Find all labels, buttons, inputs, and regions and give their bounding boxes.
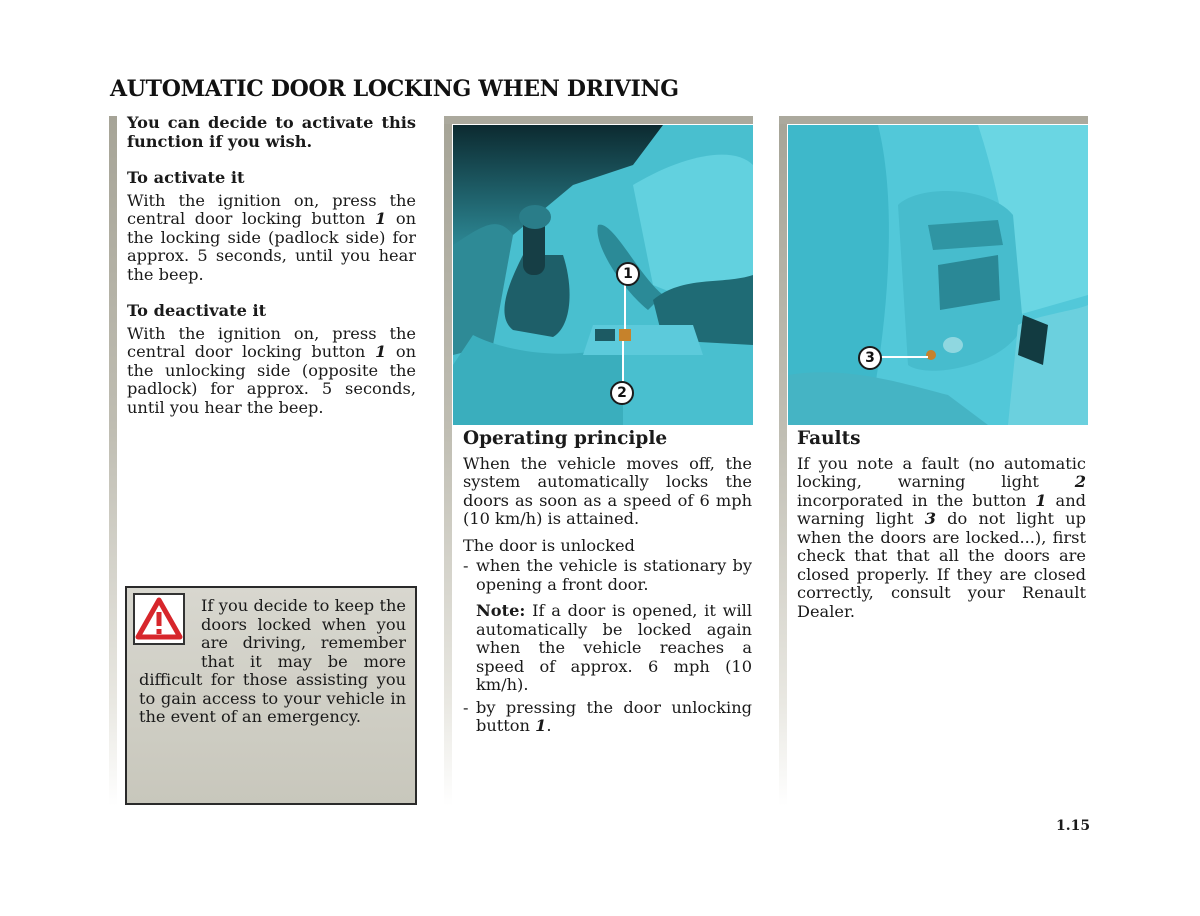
callout-1: 1 [616, 262, 640, 286]
operating-para-1: When the vehicle moves off, the system automatically locks the doors as soon as a speed of 6 mph (10 km/h) is attained. [463, 453, 752, 528]
activate-text-a: With the ignition on, press the central door locking button [127, 190, 416, 228]
activate-text [127, 192, 416, 285]
deactivate-heading: To deactivate it [127, 301, 267, 320]
left-column-rule [109, 116, 117, 806]
bullet-2-text: by pressing the door unlocking button [476, 697, 752, 735]
faults-text-a: If you note a fault (no automatic locking, warning light [797, 453, 1086, 491]
middle-photo-top-bar [444, 116, 753, 124]
callout-2: 2 [610, 381, 634, 405]
bullet-2-end: . [546, 716, 552, 735]
note-text [476, 602, 752, 695]
deactivate-ref: 1 [374, 342, 387, 361]
right-column-rule [779, 116, 787, 806]
middle-column-rule [444, 116, 452, 806]
page-title: AUTOMATIC DOOR LOCKING WHEN DRIVING [110, 76, 679, 102]
bullet-1-text: when the vehicle is stationary by opening a front door. [476, 556, 752, 594]
activate-ref: 1 [374, 209, 387, 228]
gear-console-photo [453, 125, 753, 425]
bullet-2-ref: 1 [535, 716, 547, 735]
bullet-1: - when the vehicle is stationary by opening a front door. [463, 556, 752, 594]
middle-column [463, 430, 752, 736]
operating-principle-heading: Operating principle [463, 428, 668, 449]
deactivate-text-a: With the ignition on, press the central door locking button [127, 323, 416, 361]
deactivate-text [127, 325, 416, 418]
faults-heading: Faults [797, 428, 861, 449]
warning-text-block [139, 597, 406, 727]
faults-text-d: do not light up when the doors are locked...), first check that that all the doors are closed properly. If they are closed correctly, consult your Renault Dealer. [797, 509, 1086, 621]
faults-text-b: incorporated in the button [797, 490, 1036, 510]
center-console-photo [788, 125, 1088, 425]
faults-ref-2: 2 [1074, 472, 1086, 491]
note-label: Note: [476, 601, 526, 620]
intro-text: You can decide to activate this function if you wish. [127, 113, 416, 151]
note-body: If a door is opened, it will automatically be locked again when the vehicle reaches a speed of approx. 6 mph (10 km/h). [476, 601, 752, 694]
callout-3: 3 [858, 346, 882, 370]
right-column [797, 430, 1086, 621]
activate-text-b: on the locking side (padlock side) for approx. 5 seconds, until you hear the beep. [127, 209, 416, 284]
operating-para-2: The door is unlocked [463, 535, 635, 555]
faults-text-c: and warning light [797, 490, 1086, 528]
page-number: 1.15 [1056, 818, 1091, 834]
warning-icon-spacer [139, 597, 201, 671]
warning-text: If you decide to keep the doors locked when you are driving, remember that it may be more difficult for those assisting you to gain access to your vehicle in the event of an emergency. [139, 596, 406, 726]
faults-ref-3: 3 [924, 509, 936, 528]
faults-text [797, 455, 1086, 622]
warning-box [125, 586, 417, 805]
deactivate-text-b: on the unlocking side (opposite the padlock) for approx. 5 seconds, until you hear the beep. [127, 342, 416, 417]
left-column [127, 114, 416, 417]
bullet-2: - by pressing the door unlocking button 1. [463, 697, 752, 735]
activate-heading: To activate it [127, 168, 245, 187]
right-photo-top-bar [779, 116, 1088, 124]
faults-ref-1: 1 [1035, 490, 1047, 510]
